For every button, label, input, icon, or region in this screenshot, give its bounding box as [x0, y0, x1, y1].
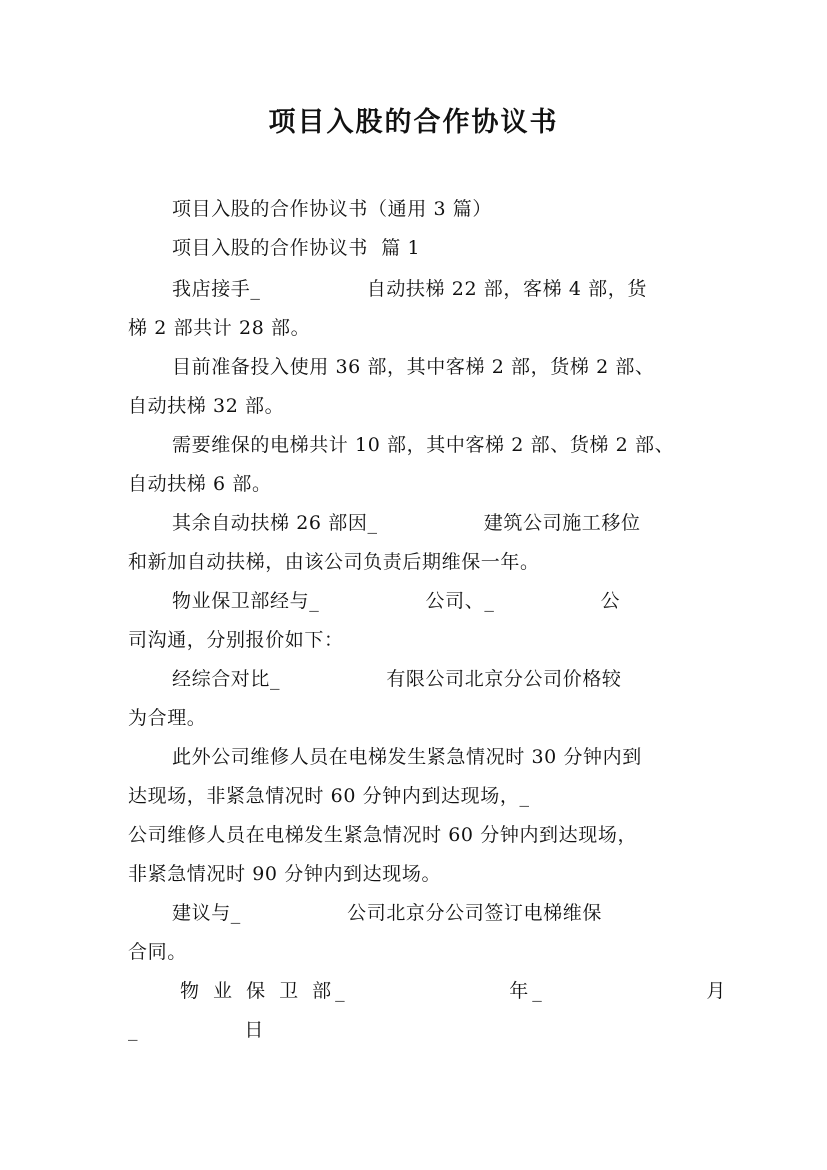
paragraph-line: 此外公司维修人员在电梯发生紧急情况时 30 分钟内到 [172, 746, 642, 768]
section-heading: 项目入股的合作协议书 篇 1 [172, 237, 421, 259]
document-title: 项目入股的合作协议书 [268, 107, 559, 138]
paragraph-line: 物业保卫部经与_ 公司、_ 公 [172, 590, 621, 612]
paragraph-line: 司沟通，分别报价如下： [128, 629, 344, 651]
signature-line: 物 业 保 卫 部_ 年_ 月 [180, 980, 730, 1002]
paragraph-line: 需要维保的电梯共计 10 部，其中客梯 2 部、货梯 2 部、 [172, 434, 675, 456]
paragraph-line: 其余自动扶梯 26 部因_ 建筑公司施工移位 [172, 512, 641, 534]
subtitle-line: 项目入股的合作协议书（通用 3 篇） [172, 198, 492, 220]
paragraph-line: 合同。 [128, 941, 187, 963]
date-line: _ 日 [128, 1019, 264, 1041]
paragraph-line: 建议与_ 公司北京分公司签订电梯维保 [172, 902, 602, 924]
paragraph-line: 非紧急情况时 90 分钟内到达现场。 [128, 863, 442, 885]
paragraph-line: 达现场，非紧急情况时 60 分钟内到达现场，_ [128, 785, 530, 807]
paragraph-line: 我店接手_ 自动扶梯 22 部，客梯 4 部，货 [172, 278, 647, 300]
paragraph-line: 为合理。 [128, 707, 207, 729]
paragraph-line: 自动扶梯 32 部。 [128, 395, 285, 417]
paragraph-line: 经综合对比_ 有限公司北京分公司价格较 [172, 668, 622, 690]
paragraph-line: 自动扶梯 6 部。 [128, 473, 272, 495]
paragraph-line: 目前准备投入使用 36 部，其中客梯 2 部，货梯 2 部、 [172, 356, 655, 378]
paragraph-line: 梯 2 部共计 28 部。 [128, 317, 311, 339]
paragraph-line: 和新加自动扶梯，由该公司负责后期维保一年。 [128, 551, 540, 573]
paragraph-line: 公司维修人员在电梯发生紧急情况时 60 分钟内到达现场， [128, 824, 638, 846]
